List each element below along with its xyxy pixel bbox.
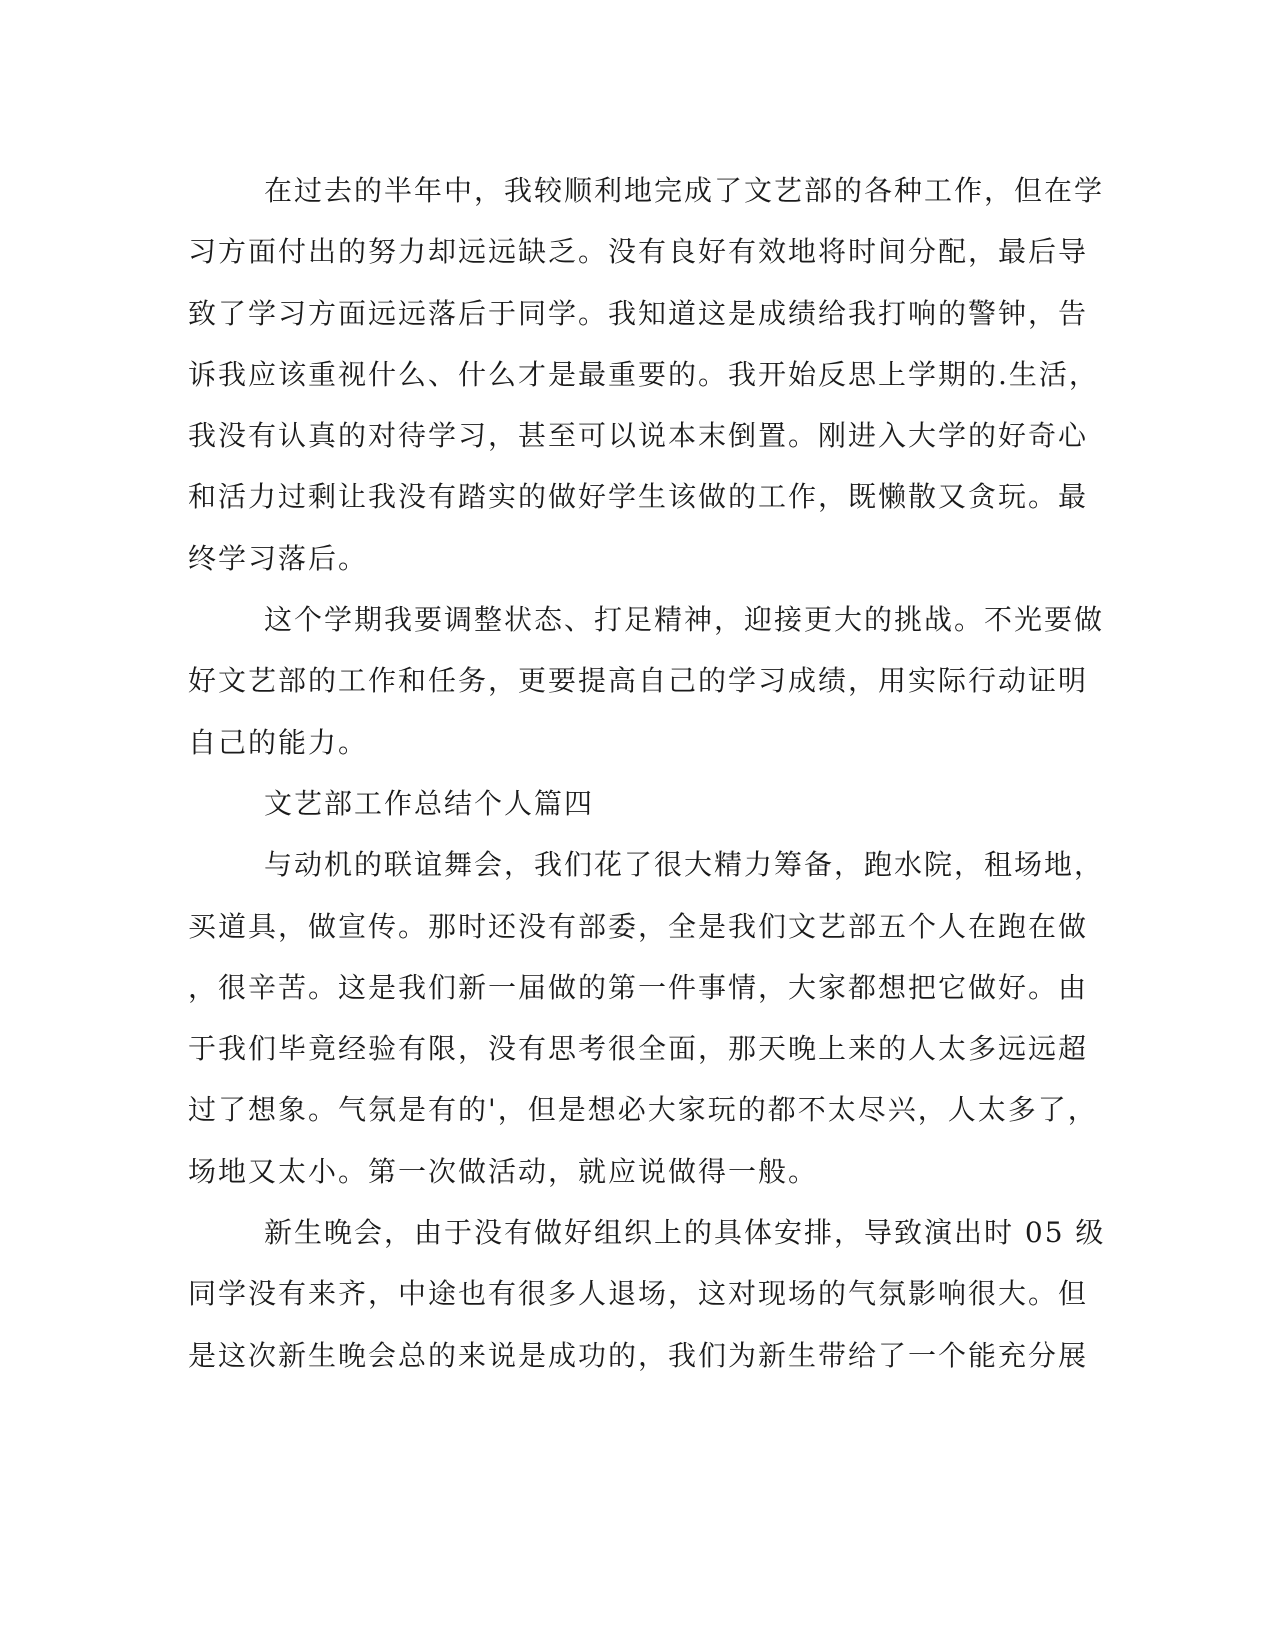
text-line: 新生晚会，由于没有做好组织上的具体安排，导致演出时 05 级 xyxy=(264,1216,1106,1250)
body-text xyxy=(188,160,1106,1386)
text-line: 致了学习方面远远落后于同学。我知道这是成绩给我打响的警钟，告 xyxy=(188,296,1089,330)
section-heading: 文艺部工作总结个人篇四 xyxy=(264,786,595,820)
text-line: 同学没有来齐，中途也有很多人退场，这对现场的气氛影响很大。但 xyxy=(188,1277,1089,1311)
text-line: 诉我应该重视什么、什么才是最重要的。我开始反思上学期的.生活， xyxy=(188,357,1099,391)
text-line: ，很辛苦。这是我们新一届做的第一件事情，大家都想把它做好。由 xyxy=(188,970,1089,1004)
text-line: 和活力过剩让我没有踏实的做好学生该做的工作，既懒散又贪玩。最 xyxy=(188,480,1089,514)
text-line: 自己的能力。 xyxy=(188,725,369,759)
text-line: 我没有认真的对待学习，甚至可以说本末倒置。刚进入大学的好奇心 xyxy=(188,419,1089,453)
text-line: 过了想象。气氛是有的'，但是想必大家玩的都不太尽兴，人太多了， xyxy=(188,1093,1098,1127)
text-line: 好文艺部的工作和任务，更要提高自己的学习成绩，用实际行动证明 xyxy=(188,664,1089,698)
text-line: 在过去的半年中，我较顺利地完成了文艺部的各种工作，但在学 xyxy=(264,174,1105,207)
text-line: 买道具，做宣传。那时还没有部委，全是我们文艺部五个人在跑在做 xyxy=(188,909,1089,943)
text-line: 是这次新生晚会总的来说是成功的，我们为新生带给了一个能充分展 xyxy=(188,1338,1089,1372)
text-line: 于我们毕竟经验有限，没有思考很全面，那天晚上来的人太多远远超 xyxy=(188,1032,1089,1066)
text-line: 终学习落后。 xyxy=(188,541,369,575)
text-line: 场地又太小。第一次做活动，就应说做得一般。 xyxy=(188,1154,819,1188)
text-line: 习方面付出的努力却远远缺乏。没有良好有效地将时间分配，最后导 xyxy=(188,235,1089,269)
text-line: 与动机的联谊舞会，我们花了很大精力筹备，跑水院，租场地， xyxy=(264,848,1105,882)
text-line: 这个学期我要调整状态、打足精神，迎接更大的挑战。不光要做 xyxy=(264,603,1105,637)
